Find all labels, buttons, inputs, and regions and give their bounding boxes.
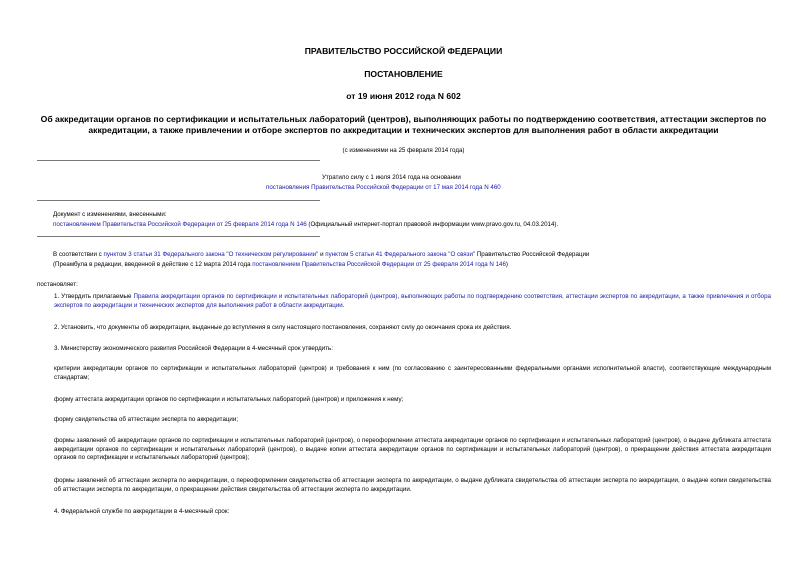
preamble-note: (Преамбула в редакции, введенной в действие с 12 марта 2014 года постановлением Правительства Российской Федерации от 25 февраля 2014 года N 146) <box>53 261 508 268</box>
expired-basis-link[interactable]: постановления Правительства Российской Федерации от 17 мая 2014 года N 460 <box>266 184 501 191</box>
amended-line <box>53 221 558 230</box>
separator-line <box>37 160 320 161</box>
doc-type-heading: ПОСТАНОВЛЕНИЕ <box>364 69 443 79</box>
communications-law-link[interactable]: пунктом 5 статьи 41 Федерального закона "О связи" <box>325 251 476 258</box>
accreditation-rules-link[interactable]: Правила аккредитации органов по сертификации и испытательных лабораторий (центров), выполняющих работы по подтверждению соответствия, аттестации экспертов по аккредитации, а также привлечения и отбора экспертов по аккредитации и технических экспертов для выполнения работ в области аккредитации <box>54 293 771 309</box>
amended-label: Документ с изменениями, внесенными: <box>53 211 167 218</box>
item-3-certificate-form: форму аттестата аккредитации органов по сертификации и испытательных лабораторий (центров) и приложения к нему; <box>54 396 404 403</box>
tech-regulation-law-link[interactable]: пунктом 3 статьи 31 Федерального закона "О техническом регулировании" <box>103 251 319 258</box>
item-4: 4. Федеральной службе по аккредитации в 4-месячный срок: <box>54 508 230 515</box>
separator-line <box>37 236 320 237</box>
item-1: 1. Утвердить прилагаемые Правила аккредитации органов по сертификации и испытательных лабораторий (центров), выполняющих работы по подтверждению соответствия, аттестации экспертов по аккредитации, а также привлечения и отбора экспертов по аккредитации и технических экспертов для выполнения работ в области аккредитации. <box>54 293 771 309</box>
separator-line <box>37 200 320 201</box>
expired-note: Утратило силу с 1 июля 2014 года на основании <box>322 174 461 181</box>
government-heading: ПРАВИТЕЛЬСТВО РОССИЙСКОЙ ФЕДЕРАЦИИ <box>304 46 503 56</box>
doc-date-heading: от 19 июня 2012 года N 602 <box>346 91 461 101</box>
basis-paragraph: В соответствии с пунктом 3 статьи 31 Федерального закона "О техническом регулировании" и пунктом 5 статьи 41 Федерального закона "О связи" Правительство Российской Федерации <box>53 251 590 258</box>
amendment-source: (Официальный интернет-портал правовой информации www.pravo.gov.ru, 04.03.2014). <box>306 221 559 228</box>
item-3-criteria: критерии аккредитации органов по сертификации и испытательных лабораторий (центров) и требования к ним (по согласованию с заинтересованными федеральными органами исполнительной власти), соответствующие международным стандартам; <box>54 365 771 381</box>
item-3-application-forms: формы заявлений об аккредитации органов по сертификации и испытательных лабораторий (центров), о переоформлении аттестата аккредитации органов по сертификации и испытательных лабораторий (центров), о выдаче дубликата аттестата аккредитации органов по сертификации и испытательных лабораторий (центров), о выдаче копии аттестата аккредитации органов по сертификации и испытательных лабораторий (центров), о прекращении действия аттестата аккредитации органов по сертификации и испытательных лабораторий (центров); <box>54 437 771 462</box>
document-title: Об аккредитации органов по сертификации и испытательных лабораторий (центров), выполняющих работы по подтверждению соответствия, аттестации экспертов по аккредитации, а также привлечении и отборе экспертов по аккредитации и технических экспертов для выполнения работ в области аккредитации <box>40 114 767 135</box>
item-3-expert-certificate-form: форму свидетельства об аттестации эксперта по аккредитации; <box>54 416 239 423</box>
amendment-link[interactable]: постановлением Правительства Российской Федерации от 25 февраля 2014 года N 146 <box>53 221 307 228</box>
item-2: 2. Установить, что документы об аккредитации, выданные до вступления в силу настоящего постановления, сохраняют силу до окончания срока их действия. <box>54 324 512 331</box>
changes-note: (с изменениями на 25 февраля 2014 года) <box>342 147 465 154</box>
decree-word: постановляет: <box>37 281 78 288</box>
item-3: 3. Министерству экономического развития Российской Федерации в 4-месячный срок утвердить: <box>54 345 333 352</box>
preamble-amendment-link[interactable]: постановлением Правительства Российской Федерации от 25 февраля 2014 года N 146 <box>252 261 506 268</box>
item-3-expert-application-forms: формы заявлений об аттестации эксперта по аккредитации, о переоформлении свидетельства об аттестации эксперта по аккредитации, о выдаче дубликата свидетельства об аттестации эксперта по аккредитации, о выдаче копии свидетельства об аттестации эксперта по аккредитации, о прекращении действия свидетельства об аттестации эксперта по аккредитации. <box>54 477 771 493</box>
